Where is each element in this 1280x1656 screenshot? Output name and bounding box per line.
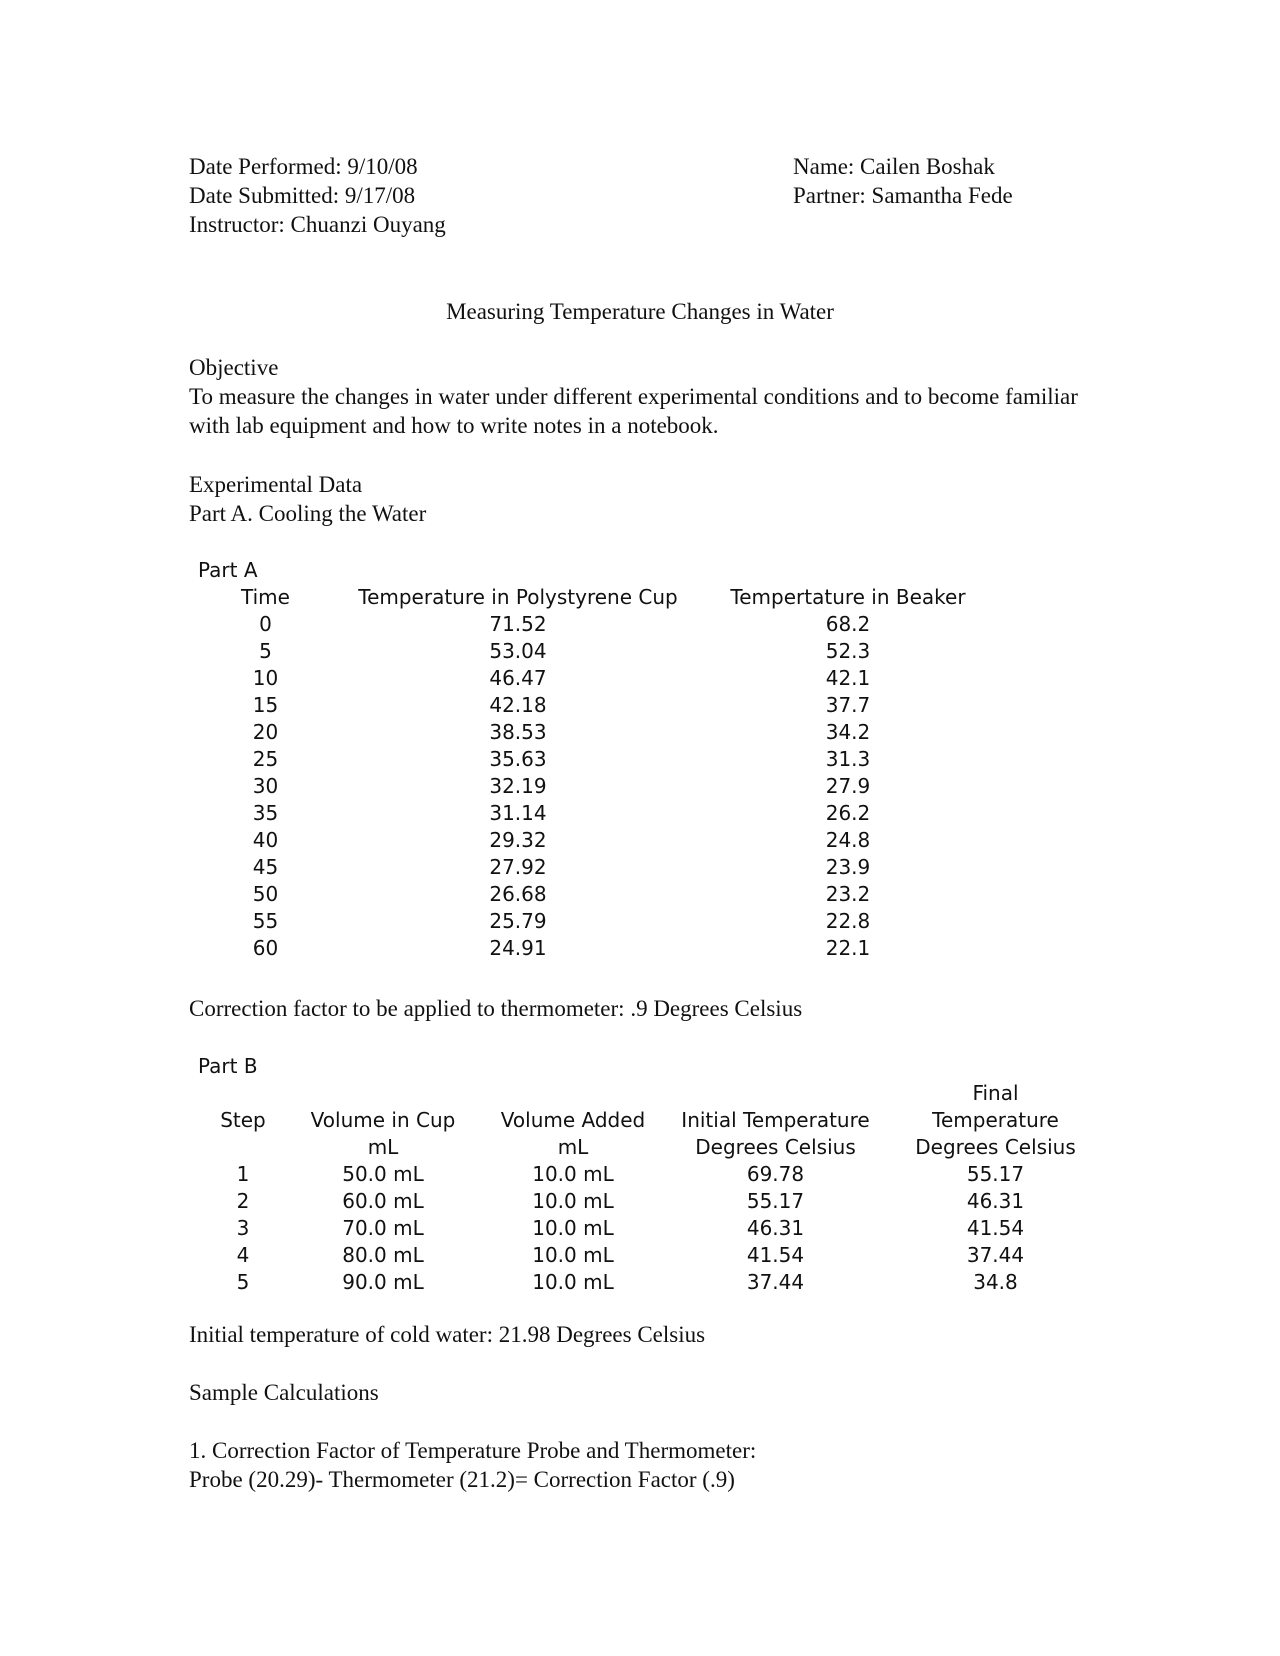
part-b-label: Part B xyxy=(198,1054,258,1078)
cell: 37.7 xyxy=(825,693,871,717)
cell: 30 xyxy=(252,774,279,798)
calculation-title: 1. Correction Factor of Temperature Probe and Thermometer: xyxy=(189,1438,757,1463)
instructor: Instructor: Chuanzi Ouyang xyxy=(189,212,446,237)
cell: 4 xyxy=(236,1243,250,1267)
cell: 5 xyxy=(259,639,272,663)
part-b-table xyxy=(198,1053,1108,1296)
column-header xyxy=(198,1080,288,1107)
column-header: Final xyxy=(972,1081,1019,1105)
column-header xyxy=(478,1080,668,1107)
column-header: mL xyxy=(557,1135,589,1159)
objective-heading: Objective xyxy=(189,355,279,380)
cell: 0 xyxy=(259,612,272,636)
cell: 50.0 mL xyxy=(342,1162,424,1186)
cell: 22.8 xyxy=(825,909,871,933)
cell: 10.0 mL xyxy=(532,1270,614,1294)
cell: 25 xyxy=(252,747,279,771)
table-row xyxy=(198,638,993,665)
part-a-label: Part A xyxy=(198,558,258,582)
cell: 42.18 xyxy=(489,693,547,717)
cell: 71.52 xyxy=(489,612,547,636)
cell: 90.0 mL xyxy=(342,1270,424,1294)
sample-calculation-1 xyxy=(189,1436,756,1494)
table-header xyxy=(198,584,993,611)
cell: 31.3 xyxy=(825,747,871,771)
cell: 2 xyxy=(236,1189,250,1213)
table-row xyxy=(198,935,993,962)
column-header: Volume in Cup xyxy=(310,1108,456,1132)
cell: 10.0 mL xyxy=(532,1216,614,1240)
table-row xyxy=(198,665,993,692)
cell: 80.0 mL xyxy=(342,1243,424,1267)
cell: 40 xyxy=(252,828,279,852)
cell: 68.2 xyxy=(825,612,871,636)
cell: 34.8 xyxy=(973,1270,1018,1294)
cell: 60.0 mL xyxy=(342,1189,424,1213)
table-header xyxy=(198,1080,1108,1107)
part-a-table xyxy=(198,557,993,962)
student-name: Name: Cailen Boshak xyxy=(793,154,995,179)
cell: 45 xyxy=(252,855,279,879)
cell: 1 xyxy=(236,1162,250,1186)
cell: 34.2 xyxy=(825,720,871,744)
table-row xyxy=(198,1161,1108,1188)
table-row xyxy=(198,1242,1108,1269)
table-row xyxy=(198,719,993,746)
cell: 23.9 xyxy=(825,855,871,879)
cell: 24.8 xyxy=(825,828,871,852)
cell: 50 xyxy=(252,882,279,906)
cell: 27.9 xyxy=(825,774,871,798)
calculation-formula: Probe (20.29)- Thermometer (21.2)= Correction Factor (.9) xyxy=(189,1467,735,1492)
cell: 46.47 xyxy=(489,666,547,690)
cell: 10 xyxy=(252,666,279,690)
cell: 10.0 mL xyxy=(532,1162,614,1186)
initial-cold-water-note: Initial temperature of cold water: 21.98 Degrees Celsius xyxy=(189,1322,706,1347)
column-header: Initial Temperature xyxy=(681,1108,870,1132)
cell: 55.17 xyxy=(746,1189,805,1213)
cell: 26.2 xyxy=(825,801,871,825)
cell: 60 xyxy=(252,936,279,960)
header-right xyxy=(793,152,1013,210)
cell: 37.44 xyxy=(746,1270,805,1294)
column-header: Temperature xyxy=(932,1108,1059,1132)
cell: 41.54 xyxy=(746,1243,805,1267)
column-header: mL xyxy=(367,1135,399,1159)
cell: 10.0 mL xyxy=(532,1189,614,1213)
date-submitted: Date Submitted: 9/17/08 xyxy=(189,183,416,208)
column-header: Temperature in Polystyrene Cup xyxy=(358,585,678,609)
table-row xyxy=(198,611,993,638)
cell: 29.32 xyxy=(489,828,547,852)
table-row xyxy=(198,908,993,935)
table-row xyxy=(198,881,993,908)
sample-calculations-heading: Sample Calculations xyxy=(189,1380,379,1405)
cell: 27.92 xyxy=(489,855,547,879)
cell: 69.78 xyxy=(746,1162,805,1186)
cell: 32.19 xyxy=(489,774,547,798)
table-header xyxy=(198,1107,1108,1134)
column-header: Volume Added xyxy=(500,1108,646,1132)
cell: 24.91 xyxy=(489,936,547,960)
cell: 55.17 xyxy=(966,1162,1025,1186)
table-row xyxy=(198,1188,1108,1215)
table-row xyxy=(198,773,993,800)
column-header xyxy=(198,1134,288,1161)
header-left xyxy=(189,152,446,239)
cell: 31.14 xyxy=(489,801,547,825)
cell: 46.31 xyxy=(966,1189,1025,1213)
table-row xyxy=(198,692,993,719)
table-row xyxy=(198,827,993,854)
cell: 37.44 xyxy=(966,1243,1025,1267)
cell: 55 xyxy=(252,909,279,933)
cell: 38.53 xyxy=(489,720,547,744)
correction-factor-note: Correction factor to be applied to thermometer: .9 Degrees Celsius xyxy=(189,996,803,1021)
cell: 10.0 mL xyxy=(532,1243,614,1267)
part-a-subheading: Part A. Cooling the Water xyxy=(189,501,427,526)
column-header: Degrees Celsius xyxy=(915,1135,1076,1159)
experimental-heading: Experimental Data xyxy=(189,472,363,497)
cell: 23.2 xyxy=(825,882,871,906)
experimental-section xyxy=(189,470,426,528)
cell: 25.79 xyxy=(489,909,547,933)
cell: 3 xyxy=(236,1216,250,1240)
table-row xyxy=(198,746,993,773)
table-row xyxy=(198,1269,1108,1296)
table-row xyxy=(198,800,993,827)
cell: 22.1 xyxy=(825,936,871,960)
document-title: Measuring Temperature Changes in Water xyxy=(446,299,834,324)
cell: 52.3 xyxy=(825,639,871,663)
table-row xyxy=(198,854,993,881)
cell: 26.68 xyxy=(489,882,547,906)
objective-text: To measure the changes in water under different experimental conditions and to become familiar with lab equipment and how to write notes in a notebook. xyxy=(189,384,1078,438)
cell: 35.63 xyxy=(489,747,547,771)
objective-section xyxy=(189,353,1089,440)
table-row xyxy=(198,1215,1108,1242)
cell: 15 xyxy=(252,693,279,717)
table-header xyxy=(198,1134,1108,1161)
cell: 41.54 xyxy=(966,1216,1025,1240)
cell: 35 xyxy=(252,801,279,825)
cell: 20 xyxy=(252,720,279,744)
cell: 46.31 xyxy=(746,1216,805,1240)
cell: 42.1 xyxy=(825,666,871,690)
column-header xyxy=(668,1080,883,1107)
column-header: Tempertature in Beaker xyxy=(730,585,966,609)
cell: 5 xyxy=(236,1270,250,1294)
column-header: Time xyxy=(241,585,290,609)
column-header: Degrees Celsius xyxy=(695,1135,856,1159)
date-performed: Date Performed: 9/10/08 xyxy=(189,154,418,179)
column-header: Step xyxy=(220,1108,266,1132)
cell: 53.04 xyxy=(489,639,547,663)
column-header xyxy=(288,1080,478,1107)
partner-name: Partner: Samantha Fede xyxy=(793,183,1013,208)
cell: 70.0 mL xyxy=(342,1216,424,1240)
